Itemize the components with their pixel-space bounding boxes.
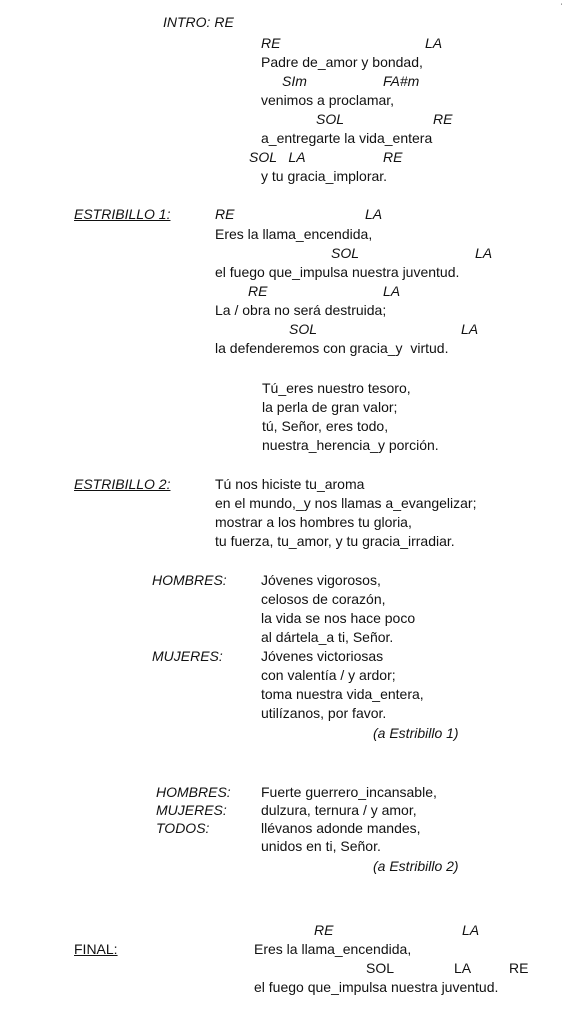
estribillo-reference: (a Estribillo 2) bbox=[373, 858, 459, 874]
hombres-lyric: la vida se nos hace poco bbox=[261, 610, 416, 626]
estribillo1-chord: LA bbox=[365, 206, 383, 222]
part-lyric: dulzura, ternura / y amor, bbox=[261, 802, 417, 818]
mujeres-lyric: toma nuestra vida_entera, bbox=[261, 686, 424, 702]
final-chord: RE bbox=[509, 960, 529, 976]
mujeres-lyric: utilízanos, por favor. bbox=[261, 705, 387, 721]
intro-chord: SOL LA bbox=[249, 149, 306, 165]
estribillo2-lyric: Tú nos hiciste tu_aroma bbox=[215, 476, 365, 492]
intro-chord: SOL bbox=[316, 111, 345, 127]
estribillo1-lyric: la defenderemos con gracia_y virtud. bbox=[215, 340, 449, 356]
estribillo1-chord: RE bbox=[248, 283, 268, 299]
estribillo2-lyric: en el mundo,_y nos llamas a_evangelizar; bbox=[215, 495, 477, 511]
part-label: MUJERES: bbox=[156, 802, 227, 818]
part-lyric: unidos en ti, Señor. bbox=[261, 838, 381, 854]
estribillo1-label: ESTRIBILLO 1: bbox=[74, 206, 171, 222]
estribillo1-chord: RE bbox=[215, 206, 235, 222]
estribillo1-chord: SOL bbox=[289, 321, 318, 337]
intro-chord: RE bbox=[261, 35, 281, 51]
stanza-line: Tú_eres nuestro tesoro, bbox=[262, 380, 411, 396]
final-label: FINAL: bbox=[74, 941, 118, 957]
mujeres-label: MUJERES: bbox=[152, 648, 223, 664]
final-chord: RE bbox=[314, 922, 334, 938]
stanza-line: la perla de gran valor; bbox=[262, 399, 398, 415]
hombres-lyric: Jóvenes vigorosos, bbox=[261, 572, 381, 588]
intro-chord: SIm bbox=[282, 73, 307, 89]
estribillo1-chord: LA bbox=[461, 321, 479, 337]
mujeres-lyric: Jóvenes victoriosas bbox=[261, 648, 384, 664]
part-label: TODOS: bbox=[156, 820, 210, 836]
estribillo1-lyric: el fuego que_impulsa nuestra juventud. bbox=[215, 264, 460, 280]
hombres-lyric: al dártela_a ti, Señor. bbox=[261, 629, 394, 645]
final-lyric: Eres la llama_encendida, bbox=[254, 941, 412, 957]
mujeres-lyric: con valentía / y ardor; bbox=[261, 667, 396, 683]
estribillo2-lyric: tu fuerza, tu_amor, y tu gracia_irradiar. bbox=[215, 533, 455, 549]
part-lyric: llévanos adonde mandes, bbox=[261, 820, 421, 836]
intro-chord: FA#m bbox=[383, 73, 420, 89]
intro-chord: RE bbox=[433, 111, 453, 127]
intro-lyric: a_entregarte la vida_entera bbox=[261, 130, 433, 146]
hombres-label: HOMBRES: bbox=[152, 572, 227, 588]
intro-lyric: y tu gracia_implorar. bbox=[261, 168, 388, 184]
intro-lyric: venimos a proclamar, bbox=[261, 92, 395, 108]
part-lyric: Fuerte guerrero_incansable, bbox=[261, 784, 437, 800]
estribillo-reference: (a Estribillo 1) bbox=[373, 725, 459, 741]
part-label: HOMBRES: bbox=[156, 784, 231, 800]
intro-label: INTRO: RE bbox=[163, 14, 234, 30]
stanza-line: tú, Señor, eres todo, bbox=[262, 418, 389, 434]
estribillo1-chord: LA bbox=[383, 283, 401, 299]
hombres-lyric: celosos de corazón, bbox=[261, 591, 386, 607]
estribillo1-lyric: La / obra no será destruida; bbox=[215, 302, 387, 318]
final-chord: LA bbox=[462, 922, 480, 938]
estribillo1-lyric: Eres la llama_encendida, bbox=[215, 226, 373, 242]
corner-mark: ' bbox=[560, 4, 562, 10]
estribillo2-lyric: mostrar a los hombres tu gloria, bbox=[215, 514, 412, 530]
intro-chord: RE bbox=[383, 149, 403, 165]
stanza-line: nuestra_herencia_y porción. bbox=[262, 437, 439, 453]
final-chord: LA bbox=[454, 960, 472, 976]
final-chord: SOL bbox=[366, 960, 395, 976]
final-lyric: el fuego que_impulsa nuestra juventud. bbox=[254, 979, 499, 995]
estribillo1-chord: SOL bbox=[331, 245, 360, 261]
estribillo2-label: ESTRIBILLO 2: bbox=[74, 476, 171, 492]
intro-chord: LA bbox=[425, 35, 443, 51]
estribillo1-chord: LA bbox=[475, 245, 493, 261]
intro-lyric: Padre de_amor y bondad, bbox=[261, 54, 423, 70]
